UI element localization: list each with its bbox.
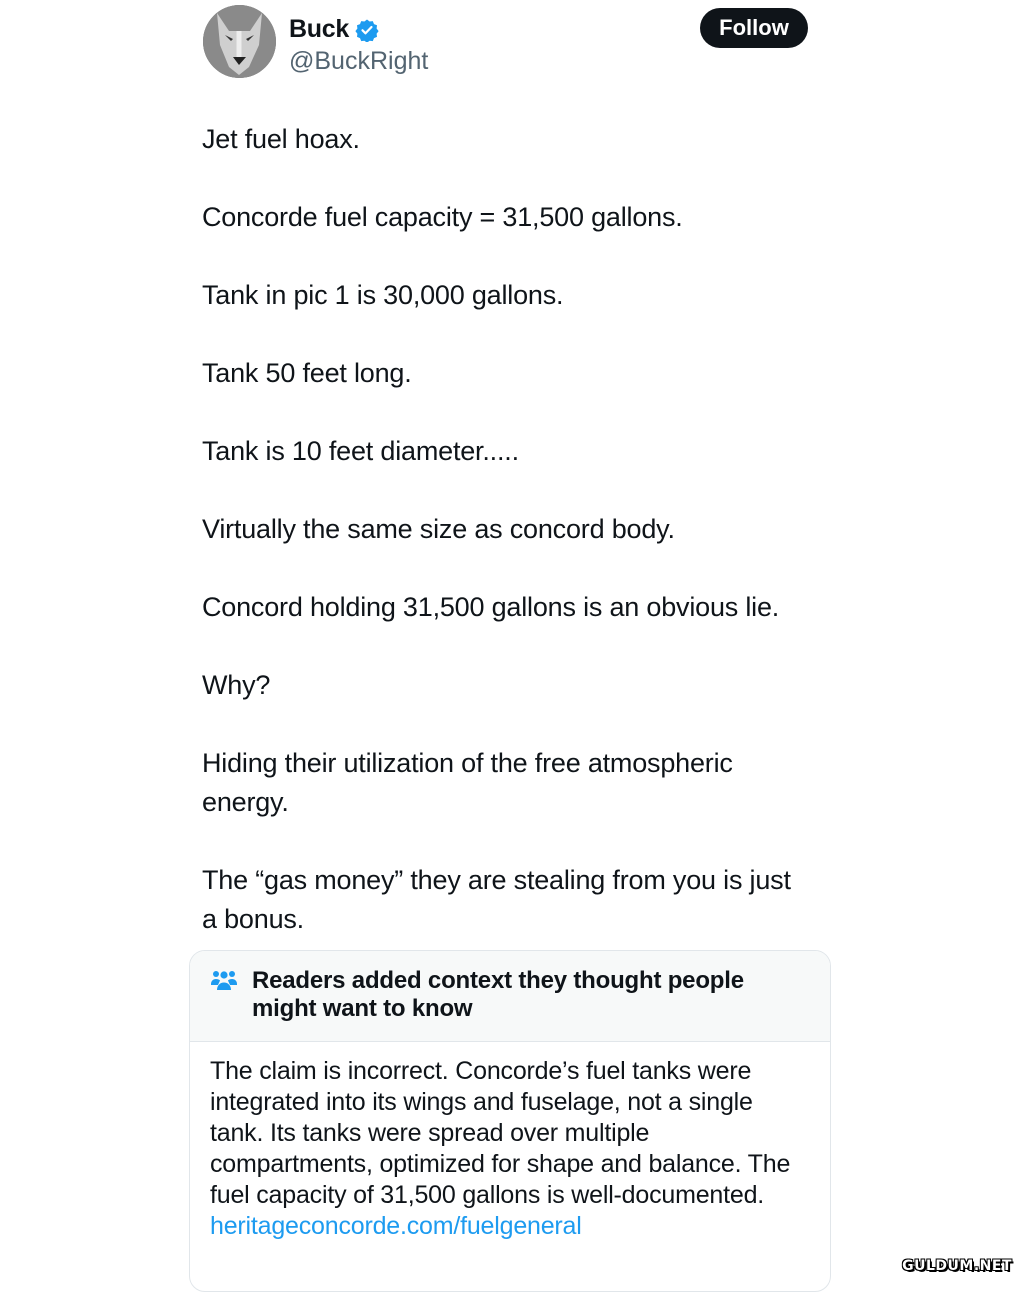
watermark-logo: GULDUM.NET <box>902 1258 1012 1274</box>
tweet-paragraph: Jet fuel hoax. <box>202 124 360 154</box>
verified-badge-icon <box>355 18 379 42</box>
community-note <box>189 950 831 1292</box>
tweet-paragraph: Hiding their utilization of the free atmospheric energy. <box>202 748 733 817</box>
tweet-paragraph: The “gas money” they are stealing from you is just a bonus. <box>202 865 791 934</box>
author-name-row <box>289 15 379 44</box>
tweet-paragraph: Tank in pic 1 is 30,000 gallons. <box>202 280 564 310</box>
author-handle[interactable]: @BuckRight <box>289 47 429 75</box>
tweet-paragraph: Tank 50 feet long. <box>202 358 412 388</box>
avatar[interactable] <box>203 5 276 78</box>
tweet-text <box>202 120 842 978</box>
community-note-body <box>190 1042 830 1242</box>
tweet-paragraph: Tank is 10 feet diameter..... <box>202 436 519 466</box>
tweet-header <box>203 5 808 80</box>
wolf-avatar-icon <box>203 5 276 78</box>
follow-button[interactable]: Follow <box>700 8 808 48</box>
community-note-text: The claim is incorrect. Concorde’s fuel tanks were integrated into its wings and fuselage, not a single tank. Its tanks were spread over multiple compartments, optimized for shape and balance. The fuel capacity of 31,500 gallons is well-documented. <box>210 1057 791 1209</box>
community-note-source-link[interactable]: heritageconcorde.com/fuelgeneral <box>210 1212 582 1240</box>
people-group-icon <box>210 969 238 991</box>
community-note-title: Readers added context they thought people might want to know <box>252 967 744 1022</box>
community-note-header <box>190 951 830 1042</box>
tweet-paragraph: Concord holding 31,500 gallons is an obvious lie. <box>202 592 780 622</box>
author-display-name[interactable]: Buck <box>289 15 349 43</box>
tweet-paragraph: Virtually the same size as concord body. <box>202 514 675 544</box>
tweet-paragraph: Concorde fuel capacity = 31,500 gallons. <box>202 202 683 232</box>
tweet-paragraph: Why? <box>202 670 271 700</box>
